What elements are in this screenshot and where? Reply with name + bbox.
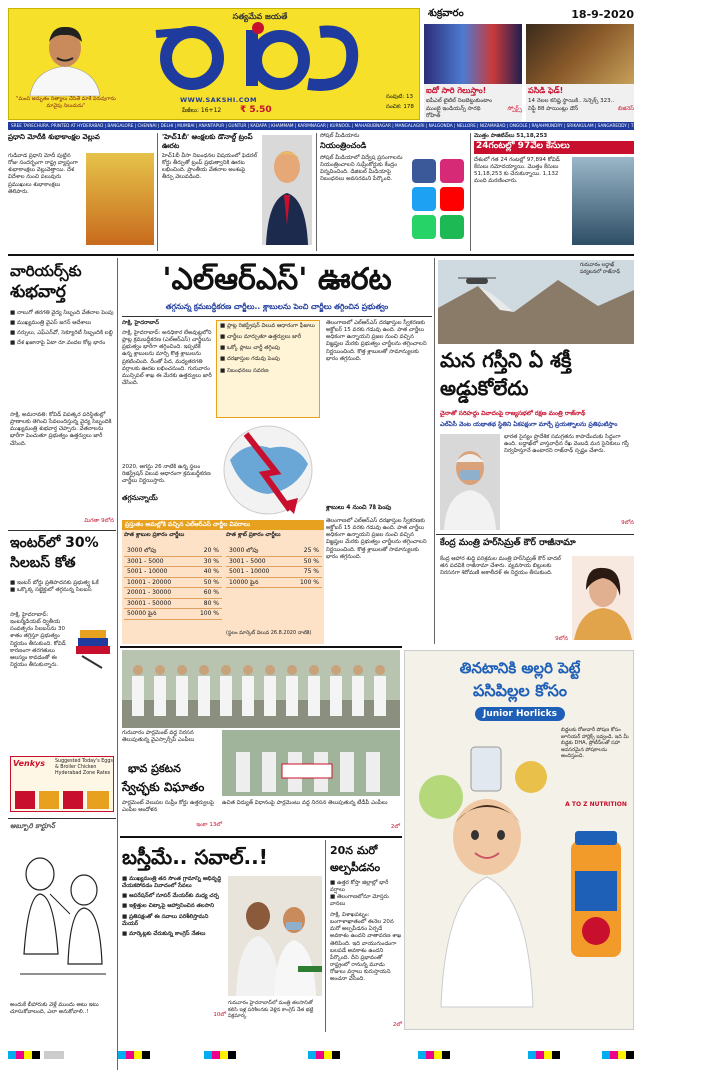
- warriors-bullets: [10, 310, 114, 408]
- lrs-info-item: ■ చార్జీలు మార్చుతూ ఉత్తర్వులు జారీ: [220, 334, 302, 341]
- lrs-body3: తగ్గనున్నాయ్: [122, 494, 158, 502]
- lrs-table-1-grid: [124, 546, 222, 620]
- top-story-4-photo: [572, 157, 634, 245]
- basti-bullet-text: ఇళ్లిత్తుల చిట్కాపై ఆహ్వానించిన తలసాని: [129, 903, 215, 910]
- lrs-info-text: దరఖాస్తుల గడువు పెంపు: [226, 356, 280, 363]
- cartoon-illustration: [10, 834, 114, 1000]
- horlicks-note: బిడ్డలకు రోజువారీ పోషణ కోసం జూనియర్ హార్లిక్స్ ఇవ్వండి. ఇది మీ బిడ్డకు DHA, ప్రోటీన్‌లతో సహా అవసరమైన పోషకాలను అందిస్తుంది.: [561, 727, 629, 759]
- lrs-graphic: [216, 420, 320, 516]
- founder-quote: "మంచి అద్భుతం నిత్యాలు చేసితే మాకే విరువుగాను మావైపు నిలుచును": [16, 96, 116, 109]
- basti-photo: [228, 876, 322, 996]
- basti-bullet-text: ముఖ్యమంత్రి తన సొంత గ్రామాన్ని అభివృద్ధి చేయకపోవడం వివాదంలో సేవలు: [122, 876, 222, 890]
- cartoon-caption: అందుకే బీహారుకు వెళ్లే ముందు అటు ఇటు చూసుకోవాలంది, ఎలా అనుకోవాలి..!: [10, 1002, 99, 1016]
- rajnath-ref[interactable]: 9లోన: [621, 520, 634, 526]
- rajnath-headline: మన గస్తీని ఏ శక్తీ అడ్డుకోలేదు: [440, 348, 572, 400]
- harsimrat-photo: [572, 556, 634, 640]
- table-cell: 50000 పైన: [124, 609, 189, 620]
- social-media-icons: [410, 157, 466, 243]
- lrs-tables: [122, 520, 324, 644]
- protest-caption: గురువారం పార్లమెంట్ వద్ద నిరసన తెలుపుతున్న వైఎస్సార్సీపీ ఎంపీలు: [122, 730, 195, 744]
- masthead-day: శుక్రవారం: [428, 8, 464, 19]
- venkys-rate-boxes: [15, 791, 111, 809]
- basti-ref[interactable]: 10లో: [213, 1012, 226, 1018]
- rajnath-photo: [440, 434, 500, 530]
- basti-headline: బస్తీమే.. సవాల్..!: [122, 845, 268, 869]
- inter-body: సాక్షి, హైదరాబాద్: ఇంటర్మీడియట్ ద్వితీయ సంవత్సరం సిలబస్‌ను 30 శాతం తగ్గిస్తూ ప్రభుత్వం నిర్ణయం తీసుకుంది. కోవిడ్ కారణంగా తరగతులు ఆలస్యం కావడంతో ఈ నిర్ణయం తీసుకున్నారు.: [10, 612, 66, 668]
- lrs-table-1-head: పాత శ్లాబుల ప్రకారం చార్జీలు: [124, 532, 185, 538]
- inter-bullet-text: ఇంటర్ బోర్డు ప్రతిపాదనకు ప్రభుత్వ ఓకే: [16, 580, 99, 586]
- basti-bullet-text: ఆపరేషన్‌లో సూపర్ మేయర్‌కు మధ్య చర్చ: [129, 893, 219, 900]
- table-cell: 100 %: [288, 577, 322, 588]
- venkys-brand: Venkys: [13, 759, 46, 768]
- lowpressure-bullet-text: ఉత్తర కోస్తా జిల్లాల్లో భారీ వర్షాలు: [330, 880, 389, 894]
- warriors-bullet-text: నాలుగో తరగతి వైద్య సిబ్బంది వేతనాల పెంపు: [16, 310, 114, 316]
- lowpressure-headline: 20న మరో అల్పపీడనం: [330, 844, 381, 874]
- inter-bullets: [10, 580, 114, 608]
- basti-bullets: [122, 876, 226, 1026]
- masthead-logo: [140, 20, 370, 98]
- lowpressure-body: సాక్షి, విశాఖపట్నం: బంగాళాఖాతంలో ఈనెల 20న మరో అల్పపీడనం ఏర్పడే అవకాశం ఉందని వాతావరణ శాఖ తెలిపింది. ఇది వాయుగుండంగా బలపడే అవకాశం ఉందని పేర్కొంది. దీని ప్రభావంతో రాష్ట్రంలో రానున్న మూడు రోజులు వర్షాలు కురుస్తాయని అంచనా వేసింది.: [330, 912, 402, 983]
- promo-business-sub: 14 నెలల కనిష్ట స్థాయికి.. సెన్సెక్స్ 323..: [528, 98, 615, 104]
- lrs-body: సాక్షి, హైదరాబాద్: అనధికార లేఅవుట్లలోని ప్లాట్ల క్రమబద్ధీకరణ (ఎల్‌ఆర్‌ఎస్) చార్జీలను ప్రభుత్వం భారీగా తగ్గించింది. ఇప్పటికే ఉన్న శ్లాబులను మార్చి కొత్త శ్లాబులను ప్రకటించింది. దీంతో పేద, మధ్యతరగతి వర్గాలకు ఊరట లభించనుంది. గురువారం మున్సిపల్ శాఖ ఈ మేరకు ఉత్తర్వులు జారీ చేసింది.: [122, 330, 212, 386]
- top-story-4-title: 24గంటల్లో 97వేల కేసులు: [474, 141, 634, 154]
- lrs-headline: 'ఎల్‌ఆర్‌ఎస్' ఊరట: [162, 262, 392, 297]
- lowpressure-ref[interactable]: 2లో: [392, 1022, 402, 1028]
- top-story-3[interactable]: [320, 133, 466, 251]
- founder-portrait: [22, 18, 108, 96]
- warriors-bullet: ■ నర్సులు, ఎఫ్ఎన్‌వో, సెక్యూరిటీ సిబ్బందికి లబ్ది: [10, 330, 113, 337]
- table-cell: 10000 పైన: [226, 577, 288, 588]
- harsimrat-body: కేంద్ర ఆహార శుద్ధి పరిశ్రమల మంత్రి హర్‌సిమ్రత్ కౌర్ బాదల్ తన పదవికి రాజీనామా చేశారు. వ్యవసాయ బిల్లులకు నిరసనగా శిరోమణి అకాలీదళ్ ఈ నిర్ణయం తీసుకుంది.: [440, 556, 561, 577]
- top-story-1-body: గుడివాడ ప్రధాని మోదీ పుట్టిన రోజు సందర్భంగా రాష్ట్ర వ్యాప్తంగా శుభాకాంక్షలు వెల్లువెత్తాయి. దేశ విదేశాల నుంచి పలువురు ప్రముఖులు శుభాకాంక్షలు తెలిపారు.: [8, 153, 78, 195]
- lrs-body2: 2020, ఆగస్టు 26 నాటికి ఉన్న స్థలం రిజిస్ట్రేషన్ విలువ ఆధారంగా క్రమబద్ధీకరణ చార్జీలు నిర్ణయిస్తారు.: [122, 464, 211, 485]
- inter-bullet: ■ ఒక్కొక్క సబ్జెక్టులో తగ్గనున్న సిలబస్: [10, 587, 92, 594]
- lowpressure-bullet: ■ తెలంగాణలోనూ మోస్తరు వానలు: [330, 894, 389, 908]
- promo-business-ref: బిజినెస్: [618, 106, 634, 112]
- horlicks-tag: A TO Z NUTRITION: [565, 801, 627, 808]
- masthead-price: ₹ 5.50: [240, 105, 272, 115]
- table-cell: 5001 - 10000: [124, 567, 189, 578]
- masthead-tagline: సత్యమేవ జయతే: [232, 12, 288, 21]
- lrs-subhead: తగ్గనున్న క్రమబద్ధీకరణ చార్జీలు.. శ్లాబులను పెంచి చార్జీలు తగ్గించిన ప్రభుత్వం: [165, 302, 389, 311]
- masthead-date: 18-9-2020: [571, 8, 634, 21]
- protest-photo-2: [222, 730, 400, 796]
- top-story-4-body: దేశంలో గత 24 గంటల్లో 97,894 కోవిడ్ కేసులు నమోదయ్యాయి. మొత్తం కేసులు 51,18,253 కు చేరుకున్నాయి. 1,132 మంది మరణించారు.: [474, 157, 560, 185]
- lrs-right-body-cont: తెలంగాణలో ఎల్‌ఆర్‌ఎస్ దరఖాస్తుల స్వీకరణకు అక్టోబర్ 15 వరకు గడువు ఉంది. పాత చార్జీలు అధికంగా ఉన్నాయని ప్రజల నుంచి వచ్చిన విజ్ఞప్తుల మేరకు ప్రభుత్వం చార్జీలను తగ్గించాలని నిర్ణయించింది. కొత్త శ్లాబులతో సామాన్యులకు భారం తగ్గనుంది.: [326, 518, 427, 560]
- basti-bullet: ■ మార్కెట్లకు చేరుకున్న కాంగ్రెస్ నేతలు: [122, 930, 206, 937]
- rajnath-sub: చైనాతో సరిహద్దు వివాదంపై రాజ్యసభలో రక్షణ మంత్రి రాజ్‌నాథ్: [440, 410, 586, 417]
- lrs-info-item: ■ దరఖాస్తుల గడువు పెంపు: [220, 356, 280, 363]
- table-cell: 30 %: [189, 556, 222, 567]
- books-illustration: [72, 620, 114, 670]
- top-story-2-title: 'హెచ్1బీ' ఆంక్షలకు డొనాల్డ్ ట్రంప్ ఊరట: [162, 133, 253, 150]
- warriors-headline-2: శుభవార్త: [10, 282, 66, 302]
- table-row: [226, 556, 322, 567]
- horlicks-ad-line2: పసిపిల్లల కోసం: [473, 681, 567, 700]
- lrs-info-text: ఒక్కో ప్లాటు చార్జీ తగ్గింపు: [226, 345, 281, 352]
- table-row: [226, 567, 322, 578]
- basti-bullet: ■ ఇళ్లిత్తుల చిట్కాపై ఆహ్వానించిన తలసాని: [122, 903, 215, 910]
- protest-photo: [122, 650, 400, 728]
- top-story-1[interactable]: [8, 133, 154, 251]
- cartoon-brand: అబ్బూరి కార్టూన్: [10, 822, 55, 830]
- lowpressure-bullet: ■ ఉత్తర కోస్తా జిల్లాల్లో భారీ వర్షాలు: [330, 880, 389, 894]
- lrs-right-body: తెలంగాణలో ఎల్‌ఆర్‌ఎస్ దరఖాస్తుల స్వీకరణకు అక్టోబర్ 15 వరకు గడువు ఉంది. పాత చార్జీలు అధికంగా ఉన్నాయని ప్రజల నుంచి వచ్చిన విజ్ఞప్తుల మేరకు ప్రభుత్వం చార్జీలను తగ్గించాలని నిర్ణయించింది. కొత్త శ్లాబులతో సామాన్యులకు భారం తగ్గనుంది.: [326, 320, 427, 362]
- top-story-1-title: ప్రధాని మోదీకి శుభాకాంక్షల వెల్లువ: [8, 133, 100, 141]
- lrs-info-text: నిబంధనలు సవరణ: [226, 367, 269, 374]
- masthead-website: WWW.SAKSHI.COM: [180, 96, 257, 104]
- table-row: [124, 556, 222, 567]
- table-row: [124, 598, 222, 609]
- table-row: [124, 567, 222, 578]
- table-cell: 5001 - 10000: [226, 567, 288, 578]
- inter-bullet-text: ఒక్కొక్క సబ్జెక్టులో తగ్గనున్న సిలబస్: [16, 587, 92, 594]
- horlicks-ad-brand: Junior Horlicks: [475, 707, 565, 721]
- warriors-bullet-text: నర్సులు, ఎఫ్ఎన్‌వో, సెక్యూరిటీ సిబ్బందికి లబ్ది: [16, 330, 113, 337]
- table-cell: 40 %: [189, 567, 222, 578]
- top-story-4-pre: మొత్తం పాజిటివ్‌లు 51,18,253: [474, 133, 548, 139]
- table-row: [124, 609, 222, 620]
- table-cell: 60 %: [189, 588, 222, 599]
- table-cell: 50 %: [288, 556, 322, 567]
- promo-business[interactable]: [526, 24, 634, 122]
- promo-sports-sub2: ముంబై ఇండియన్స్ సారథి రోహిత్: [426, 106, 481, 120]
- registration-strip: [8, 1050, 634, 1060]
- horlicks-ad-line1: తినటానికి అల్లరి పెట్టే: [459, 659, 581, 677]
- top-story-1-image: [86, 153, 154, 245]
- warriors-bullet-text: ముఖ్యమంత్రి వైఎస్ జగన్ ఆదేశాలు: [16, 320, 92, 327]
- inter-headline: ఇంటర్‌లో 30% సిలబస్ కోత: [10, 535, 99, 571]
- protest-body: పార్లమెంట్ వెలుపల సుప్రీం కోర్టు ఉత్తర్వులపై ఎంపీల ఆందోళన: [122, 800, 215, 814]
- inter-bullet: ■ ఇంటర్ బోర్డు ప్రతిపాదనకు ప్రభుత్వ ఓకే: [10, 580, 99, 586]
- horlicks-jar: [565, 831, 627, 961]
- table-cell: 50 %: [189, 577, 222, 588]
- basti-bullet-text: మార్కెట్లకు చేరుకున్న కాంగ్రెస్ నేతలు: [129, 930, 206, 937]
- lrs-table-2: [226, 532, 322, 612]
- lrs-table-2-grid: [226, 546, 322, 588]
- top-story-3-pre: సోషల్ మీడియాను: [320, 133, 360, 139]
- table-cell: 20 %: [189, 546, 222, 556]
- basti-caption: గురువారం హైదరాబాద్‌లో మంత్రి తలసానితో కలిసి ఇళ్ల పరిశీలనకు వెళ్లిన కాంగ్రెస్ నేత భట్టి విక్రమార్క: [228, 1000, 314, 1019]
- table-cell: 20001 - 30000: [124, 588, 189, 599]
- table-cell: 10001 - 20000: [124, 577, 189, 588]
- table-cell: 100 %: [189, 609, 222, 620]
- top-story-3-title: నియంత్రించండి: [320, 141, 367, 150]
- protest-right-ref[interactable]: 2లో: [390, 824, 400, 830]
- protest-ref[interactable]: ఇంకా 13లో: [196, 822, 222, 828]
- top-story-2[interactable]: [162, 133, 312, 251]
- lrs-table-2-head: పాత శ్లాబ్ ప్రకారం చార్జీలు: [226, 532, 281, 538]
- horlicks-baby-illustration: [411, 727, 561, 1007]
- promo-business-title: పసిడి ఫెడ్!: [528, 86, 564, 95]
- lrs-info-item: ■ ఒక్కో ప్లాటు చార్జీ తగ్గింపు: [220, 345, 281, 352]
- lrs-info-box: [216, 320, 320, 418]
- protest-head-2: స్వేచ్ఛకు విఘాతం: [122, 780, 205, 794]
- table-row: [124, 546, 222, 556]
- table-row: [124, 577, 222, 588]
- table-row: [124, 588, 222, 599]
- masthead-volume: సంపుటి: 13: [386, 94, 413, 100]
- lrs-info-text: ప్లాట్ల రిజిస్ట్రేషన్ విలువ ఆధారంగా ఫీజులు: [226, 323, 315, 329]
- table-cell: 3000 లోపు: [226, 546, 288, 556]
- harsimrat-headline: కేంద్ర మంత్రి హర్‌సిమ్రత్ కౌర్ రాజీనామా: [440, 538, 576, 548]
- lrs-info-item: ■ నిబంధనలు సవరణ: [220, 367, 269, 374]
- masthead-issue: సంచిక: 178: [386, 104, 414, 110]
- lrs-byline: సాక్షి, హైదరాబాద్: [122, 320, 160, 326]
- editions-strip: SREE TARECHURA. PRINTED AT HYDERABAD | BANGALORE | CHENNAI | DELHI | MUMBAI | ANANTAPUR | GUNTUR | KADAPA | KHAMMAM | KARIMNAGAR | KURNOOL | MAHABUBNAGAR | MANGALAGIRI | NALGONDA | NELLORE | NIZAMABAD | ONGOLE | RAJAHMUNDRY | SRIKAKULAM | SANGAREDDY | TIRUPATI | VIJAYAWADA | WARANGAL: [8, 122, 634, 130]
- top-story-3-body: సోషల్ మీడియాలో విద్వేష ప్రసంగాలను నియంత్రించాలని సుప్రీంకోర్టుకు కేంద్రం విన్నవించింది. డిజిటల్ మీడియాపై నిబంధనలు అవసరమని పేర్కొంది.: [320, 155, 403, 183]
- promo-sports[interactable]: [424, 24, 522, 122]
- table-cell: 3001 - 5000: [226, 556, 288, 567]
- basti-bullet-text: ప్రతిపక్షంతో ఈ సవాలు పరిశీలిస్తామని మేయర్: [122, 913, 209, 927]
- protest-head-1: భావ ప్రకటన: [128, 762, 181, 775]
- warriors-body: సాక్షి, అమరావతి: కోవిడ్ విపత్కర పరిస్థితుల్లో ప్రాణాలకు తెగించి సేవలందిస్తున్న వైద్య సిబ్బందికి ముఖ్యమంత్రి శుభవార్త చెప్పారు. వేతనాలను భారీగా పెంచుతూ ప్రభుత్వం ఉత్తర్వులు జారీ చేసింది.: [10, 412, 112, 447]
- warriors-bullet: ■ దేశ ఖజానాపై ఏటా రూ.వందల కోట్ల భారం: [10, 340, 106, 347]
- horlicks-ad[interactable]: [404, 650, 634, 1030]
- basti-bullet: ■ ప్రతిపక్షంతో ఈ సవాలు పరిశీలిస్తామని మేయర్: [122, 913, 209, 927]
- warriors-headline-1: వారియర్స్‌కు: [10, 262, 82, 280]
- promo-sports-ref: స్పోర్ట్స్: [507, 106, 522, 112]
- promo-business-photo: [526, 24, 634, 84]
- table-row: [226, 577, 322, 588]
- lowpressure-bullets: [330, 880, 402, 908]
- lrs-info-text: చార్జీలు మార్చుతూ ఉత్తర్వులు జారీ: [226, 334, 302, 341]
- table-cell: 3000 లోపు: [124, 546, 189, 556]
- warriors-bullet: ■ ముఖ్యమంత్రి వైఎస్ జగన్ ఆదేశాలు: [10, 320, 92, 327]
- table-cell: 75 %: [288, 567, 322, 578]
- warriors-ref[interactable]: మిగతా 9లోన: [84, 518, 114, 524]
- masthead-pages: పేజీలు: 16+12: [182, 107, 222, 114]
- table-cell: 3001 - 5000: [124, 556, 189, 567]
- promo-sports-title: ఐదో సారి గెలుస్తాం!: [426, 86, 487, 95]
- top-story-2-body: హెచ్1బీ వీసా నిబంధనల విషయంలో ఫెడరల్ కోర్టు తీర్పుతో ట్రంప్ ప్రభుత్వానికి ఊరట లభించింది. ప్రాంతీయ వేతనాల అంశంపై తీర్పు వెలువడింది.: [162, 153, 258, 181]
- lrs-table-1: [124, 532, 222, 638]
- protest-right-caption: ఉచిత విద్యుత్ విధానంపై పార్లమెంటు వద్ద నిరసన తెలుపుతున్న టీడీపీ ఎంపీలు: [222, 800, 388, 806]
- venkys-ad[interactable]: [10, 756, 114, 812]
- promo-business-sub2: నిఫ్టీ 88 పాయింట్లు డౌన్: [528, 106, 579, 112]
- ladakh-caption: గురువారం లద్దాఖ్ పర్యటనలో రాజ్‌నాథ్: [580, 262, 620, 275]
- table-cell: 25 %: [288, 546, 322, 556]
- table-cell: 80 %: [189, 598, 222, 609]
- lrs-table-title: ప్రస్తుతం అమల్లోకి వచ్చిన ఎల్‌ఆర్‌ఎస్ చార్జీల వివరాలు: [122, 520, 324, 530]
- promo-sports-sub: ఐపీఎల్ టైటిల్ నిలబెట్టుకుంటాం: [426, 98, 492, 104]
- rajnath-body: భారత సైన్యం ప్రాదేశిక సమగ్రతను కాపాడేందుకు సిద్ధంగా ఉంది. లద్దాఖ్‌లో వాస్తవాధీన రేఖ వెంబడి మన సైనికులు గస్తీ నిర్వహిస్తూనే ఉంటారని రాజ్‌నాథ్ స్పష్టం చేశారు.: [504, 434, 629, 455]
- basti-bullet: ■ ఆపరేషన్‌లో సూపర్ మేయర్‌కు మధ్య చర్చ: [122, 893, 219, 900]
- warriors-bullet: ■ నాలుగో తరగతి వైద్య సిబ్బంది వేతనాల పెంపు: [10, 310, 114, 316]
- lowpressure-bullet-text: తెలంగాణలోనూ మోస్తరు వానలు: [330, 894, 389, 908]
- warriors-bullet-text: దేశ ఖజానాపై ఏటా రూ.వందల కోట్ల భారం: [16, 340, 106, 347]
- top-story-4[interactable]: [474, 133, 634, 251]
- rajnath-sub2: ఎల్ఏసీ వెంట యథాతథ స్థితిని ఏకపక్షంగా మార్చే ప్రయత్నాలను ప్రతిఘటిస్తాం: [440, 421, 618, 428]
- lrs-footnote: (స్థలం మార్కెట్ విలువ 26.8.2020 నాటికి): [226, 630, 312, 636]
- promo-sports-photo: [424, 24, 522, 84]
- harsimrat-ref[interactable]: 9లోన: [555, 636, 568, 642]
- venkys-text: Suggested Today's Eggs & Broiler Chicken Hyderabad Zone Rates: [55, 759, 113, 777]
- table-cell: 30001 - 50000: [124, 598, 189, 609]
- top-story-2-photo: [262, 135, 312, 245]
- basti-bullet: ■ ముఖ్యమంత్రి తన సొంత గ్రామాన్ని అభివృద్ధి చేయకపోవడం వివాదంలో సేవలు: [122, 876, 222, 890]
- table-row: [226, 546, 322, 556]
- lrs-right-ref: శ్లాబులు 4 నుంచి 7కి పెంపు: [326, 504, 392, 511]
- lrs-info-item: ■ ప్లాట్ల రిజిస్ట్రేషన్ విలువ ఆధారంగా ఫీజులు: [220, 323, 315, 329]
